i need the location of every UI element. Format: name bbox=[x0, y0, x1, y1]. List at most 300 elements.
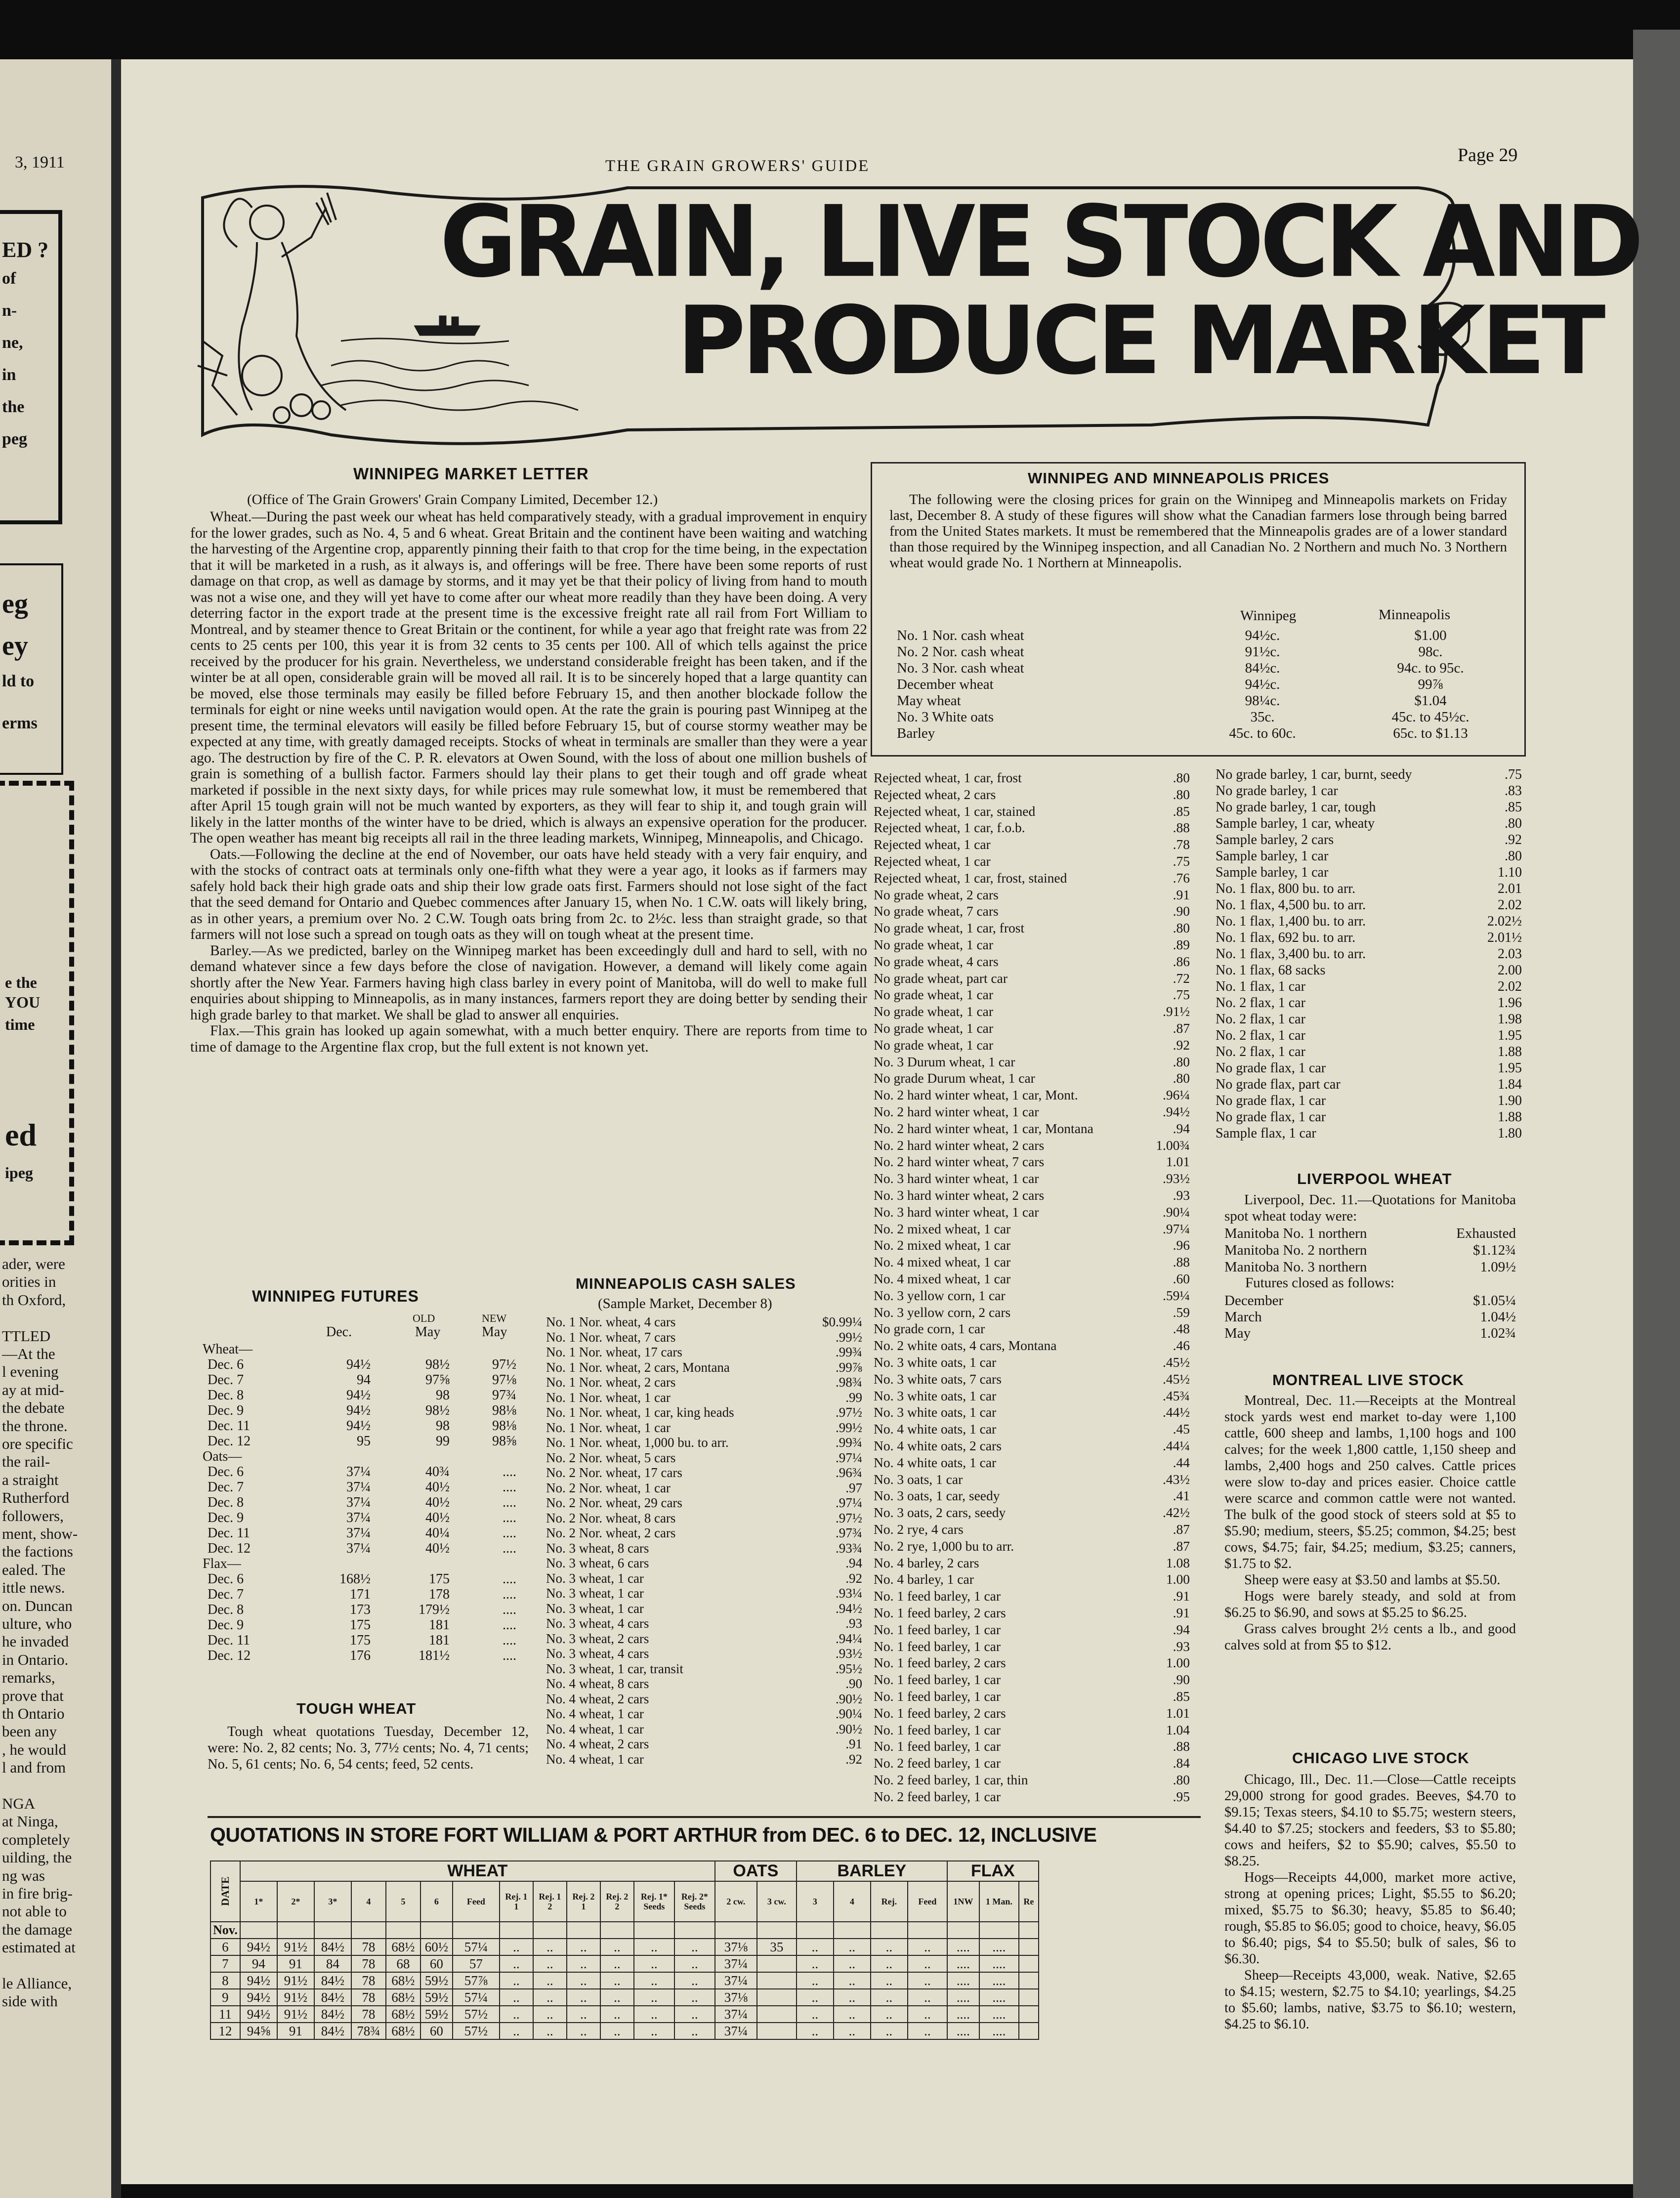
quotations-empty-cell bbox=[715, 1922, 757, 1939]
mid-sale-price: .42½ bbox=[1163, 1505, 1190, 1521]
futures-old-may: 178 bbox=[429, 1587, 450, 1602]
mpls-cash-item: No. 3 wheat, 8 cars bbox=[546, 1540, 649, 1556]
tough-wheat-title: TOUGH WHEAT bbox=[296, 1700, 417, 1717]
quotations-value: 37⅛ bbox=[715, 1939, 757, 1955]
right-sale-price: 1.88 bbox=[1498, 1109, 1522, 1125]
mpls-cash-price: .96¾ bbox=[836, 1465, 862, 1480]
quotations-value: 91 bbox=[277, 2023, 314, 2039]
quotations-value: .. bbox=[567, 2006, 600, 2023]
prev-col-line: the factions bbox=[2, 1543, 73, 1561]
mid-sale-price: .45½ bbox=[1163, 1354, 1190, 1370]
mid-sale-price: .48 bbox=[1173, 1321, 1190, 1337]
quotations-empty-cell bbox=[947, 1922, 979, 1939]
mid-sale-price: .87 bbox=[1173, 1538, 1190, 1554]
quotations-value: 94½ bbox=[240, 1939, 277, 1955]
liverpool-spot-item: Manitoba No. 2 northern bbox=[1224, 1242, 1367, 1258]
middle-sales-list bbox=[874, 770, 1190, 1808]
quotations-value: .. bbox=[797, 1989, 834, 2006]
right-sale-item: No grade barley, 1 car, burnt, seedy bbox=[1216, 767, 1412, 782]
quotations-empty-cell bbox=[420, 1922, 453, 1939]
prev-col-line: side with bbox=[2, 1992, 58, 2010]
quotations-value: 59½ bbox=[420, 2006, 453, 2023]
liverpool-intro: Liverpool, Dec. 11.—Quotations for Manitoba spot wheat today were: bbox=[1224, 1192, 1516, 1224]
quotations-col-header: 3 cw. bbox=[757, 1881, 797, 1922]
mpls-cash-item: No. 4 wheat, 2 cars bbox=[546, 1736, 649, 1751]
futures-new-may: 98⅛ bbox=[492, 1403, 516, 1418]
futures-date: Dec. 9 bbox=[208, 1403, 244, 1418]
mid-sale-price: .95 bbox=[1173, 1788, 1190, 1804]
mid-sale-item: No. 3 oats, 2 cars, seedy bbox=[874, 1505, 1006, 1521]
mid-sale-price: .88 bbox=[1173, 1738, 1190, 1754]
mid-sale-price: .59 bbox=[1173, 1304, 1190, 1320]
futures-dec: 176 bbox=[350, 1648, 371, 1663]
quotations-col-header: 3 bbox=[797, 1881, 834, 1922]
mid-sale-price: .80 bbox=[1173, 920, 1190, 936]
waves-illustration bbox=[321, 338, 578, 410]
mid-sale-item: No. 3 hard winter wheat, 1 car bbox=[874, 1204, 1039, 1220]
quotations-empty-cell bbox=[871, 1922, 908, 1939]
mpls-cash-item: No. 1 Nor. wheat, 2 cars bbox=[546, 1375, 676, 1390]
quotations-group-header bbox=[210, 1861, 1039, 1881]
right-sale-item: No. 1 flax, 1 car bbox=[1216, 979, 1305, 994]
mid-sale-price: .80 bbox=[1173, 786, 1190, 802]
prev-ad1-line: in bbox=[2, 366, 16, 384]
prev-col-line: ader, were bbox=[2, 1255, 65, 1272]
montreal-para-1: Montreal, Dec. 11.—Receipts at the Montreal stock yards west end market to-day were 1,100 cattle, 600 sheep and lambs, 1,100 hogs and 100 calves; for the week 1,800 cattle, 1,150 sheep and lambs, 2,400 hogs and 250 calves. Cattle prices were slow to-day and prices easier. Choice cattle were scarce and common cattle were not wanted. The bulk of the good stock of steers sold at $5 to $5.90; medium, steers, $5.25; common, $4.25; best cows, $4.75; fair, $4.25; medium, $3.25; canners, $1.75 to $2. bbox=[1224, 1393, 1516, 1571]
quotations-row bbox=[210, 1989, 1039, 2006]
right-sale-price: .75 bbox=[1505, 767, 1522, 782]
right-sale-item: No. 2 flax, 1 car bbox=[1216, 995, 1305, 1011]
quotations-value: 78¾ bbox=[351, 2023, 386, 2039]
quotations-value: 78 bbox=[351, 2006, 386, 2023]
mid-sale-price: .91 bbox=[1173, 1605, 1190, 1620]
mpls-cash-item: No. 3 wheat, 1 car, transit bbox=[546, 1661, 683, 1676]
mid-sale-item: No. 2 white oats, 4 cars, Montana bbox=[874, 1338, 1057, 1353]
mpls-cash-price: .99½ bbox=[836, 1420, 862, 1435]
right-sale-price: .80 bbox=[1505, 816, 1522, 831]
liverpool-futures-label: Futures closed as follows: bbox=[1245, 1275, 1395, 1291]
market-letter-body bbox=[190, 509, 867, 1270]
quotations-value: .. bbox=[600, 1989, 634, 2006]
right-sale-item: No. 1 flax, 692 bu. to arr. bbox=[1216, 930, 1356, 945]
quotations-value: .. bbox=[500, 1939, 533, 1955]
right-sale-price: 2.02 bbox=[1498, 979, 1522, 994]
quotations-col-header: Rej. 1* Seeds bbox=[634, 1881, 674, 1922]
quotations-row bbox=[210, 1972, 1039, 1989]
prev-ad1-line: ne, bbox=[2, 334, 23, 352]
market-letter-oats: Oats.—Following the decline at the end of November, our oats have held steady with a very fair enquiry, and with the stocks of contract oats at terminals only one-fifth what they were a year ago, it looks as if farmers may safely hold back their high grade oats and ship their low grade oats first. Farmers should not lose sight of the fact that the seed demand for Ontario and Quebec commences after January 15, when No. 1 C.W. oats will likely bring, as in other years, a premium over No. 2 C.W. Tough oats bring from 2c. to 2½c. less than straight grade, so that farmers will not lose such a spread on tough oats as they will on tough wheat at the present time. bbox=[190, 846, 867, 942]
tough-wheat-body bbox=[208, 1724, 529, 1773]
futures-head-may-old: May bbox=[415, 1324, 441, 1340]
quotations-value bbox=[1019, 1939, 1039, 1955]
mpls-cash-item: No. 3 wheat, 4 cars bbox=[546, 1616, 649, 1631]
mid-sale-item: Rejected wheat, 1 car bbox=[874, 853, 991, 869]
right-sale-item: Sample barley, 1 car bbox=[1216, 865, 1329, 880]
mid-sale-item: No grade wheat, 1 car bbox=[874, 987, 994, 1003]
quotations-value: .... bbox=[979, 2023, 1019, 2039]
prev-col-line: the debate bbox=[2, 1399, 65, 1417]
mid-sale-price: .90¼ bbox=[1163, 1204, 1190, 1220]
futures-new-may: .... bbox=[503, 1541, 516, 1556]
quotations-value: 57½ bbox=[453, 2023, 500, 2039]
prev-col-line: ore specific bbox=[2, 1435, 73, 1452]
quotations-row bbox=[210, 1955, 1039, 1972]
futures-old-may: 40½ bbox=[425, 1495, 450, 1510]
quotations-value: .. bbox=[500, 1972, 533, 1989]
futures-old-may: 40¾ bbox=[425, 1464, 450, 1479]
mid-sale-price: 1.00 bbox=[1166, 1571, 1190, 1587]
quotations-value: .... bbox=[979, 2006, 1019, 2023]
liverpool-spot-price: Exhausted bbox=[1456, 1226, 1516, 1241]
futures-dec: 171 bbox=[350, 1587, 371, 1602]
futures-dec: 175 bbox=[350, 1617, 371, 1633]
quotations-value: .. bbox=[834, 1939, 871, 1955]
prev-col-line: ittle news. bbox=[2, 1579, 65, 1597]
futures-date: Dec. 8 bbox=[208, 1602, 244, 1617]
futures-date: Dec. 7 bbox=[208, 1479, 244, 1495]
futures-new-may: .... bbox=[503, 1479, 516, 1495]
mpls-cash-price: .99½ bbox=[836, 1329, 862, 1345]
futures-date: Dec. 12 bbox=[208, 1648, 251, 1663]
wm-col-minneapolis: Minneapolis bbox=[1379, 607, 1450, 623]
quotations-value: 94⅝ bbox=[240, 2023, 277, 2039]
wm-minneapolis-price: 99⅞ bbox=[1418, 676, 1443, 692]
prev-col-line: been any bbox=[2, 1723, 57, 1740]
futures-dec: 168½ bbox=[339, 1571, 371, 1587]
quotations-value: 91½ bbox=[277, 1972, 314, 1989]
quotations-value: .. bbox=[834, 1972, 871, 1989]
montreal-para-4: Grass calves brought 2½ cents a lb., and good calves sold at from $5 to $12. bbox=[1224, 1621, 1516, 1653]
mpls-cash-item: No. 2 Nor. wheat, 8 cars bbox=[546, 1510, 676, 1525]
quotations-col-header: Rej. 1 2 bbox=[533, 1881, 567, 1922]
right-sale-item: No. 1 flax, 800 bu. to arr. bbox=[1216, 881, 1356, 896]
montreal-para-3: Hogs were barely steady, and sold at from $6.25 to $6.90, and sows at $5.25 to $6.25. bbox=[1224, 1589, 1516, 1620]
mid-sale-price: .89 bbox=[1173, 937, 1190, 952]
futures-date: Dec. 8 bbox=[208, 1495, 244, 1510]
quotations-value: .. bbox=[674, 2023, 715, 2039]
quotations-value: .. bbox=[600, 1972, 634, 1989]
wm-prices-intro-text: The following were the closing prices for grain on the Winnipeg and Minneapolis markets on Friday last, December 8. A study of these figures will show what the Canadian farmers lose through being barred from the United States markets. It must be remembered that the Minneapolis grades are of a lower standard than those required by the Winnipeg inspection, and all Canadian No. 2 Northern and much No. 3 Northern wheat would grade No. 1 Northern at Minneapolis. bbox=[889, 492, 1507, 571]
mid-sale-price: 1.01 bbox=[1166, 1154, 1190, 1170]
mid-sale-item: No. 2 feed barley, 1 car bbox=[874, 1788, 1001, 1804]
quotations-col-header: 2 cw. bbox=[715, 1881, 757, 1922]
futures-old-may: 181 bbox=[429, 1633, 450, 1648]
prev-col-line: le Alliance, bbox=[2, 1975, 72, 1992]
mid-sale-item: No. 2 feed barley, 1 car, thin bbox=[874, 1772, 1028, 1787]
wm-grain: December wheat bbox=[897, 676, 994, 692]
quotations-empty-cell bbox=[533, 1922, 567, 1939]
quotations-value: 68 bbox=[386, 1955, 420, 1972]
mid-sale-item: No. 1 feed barley, 1 car bbox=[874, 1689, 1001, 1704]
prev-col-line: he invaded bbox=[2, 1633, 69, 1650]
futures-old-may: 181½ bbox=[419, 1648, 450, 1663]
futures-dec: 37¼ bbox=[346, 1464, 371, 1479]
wm-prices-rows bbox=[897, 628, 1505, 746]
mid-sale-item: No grade wheat, 2 cars bbox=[874, 887, 999, 902]
mid-sale-price: .88 bbox=[1173, 1254, 1190, 1270]
mid-sale-item: No grade wheat, 1 car, frost bbox=[874, 920, 1025, 936]
mid-sale-price: .78 bbox=[1173, 837, 1190, 852]
quotations-value: 94½ bbox=[240, 1972, 277, 1989]
quotations-empty-cell bbox=[908, 1922, 947, 1939]
montreal-para-2: Sheep were easy at $3.50 and lambs at $5.50. bbox=[1244, 1572, 1501, 1588]
quotations-value: .. bbox=[797, 1972, 834, 1989]
mpls-cash-item: No. 1 Nor. wheat, 2 cars, Montana bbox=[546, 1359, 730, 1375]
quotations-value: .. bbox=[674, 1955, 715, 1972]
mpls-cash-price: .99 bbox=[845, 1390, 862, 1405]
prev-ad3-line: time bbox=[5, 1015, 35, 1033]
quotations-value: 57⅞ bbox=[453, 1972, 500, 1989]
quotations-value: 91½ bbox=[277, 1989, 314, 2006]
market-letter-wheat: Wheat.—During the past week our wheat has held comparatively steady, with a gradual improvement in enquiry for the lower grades, such as No. 4, 5 and 6 wheat. Great Britain and the continent have been waiting and watching the harvesting of the Argentine crop, apparently pinning their faith to that crop for the time being, in the expectation that it will be marketed in a rush, as it always is, and offerings will be free. There have been some reports of rust damage on that crop, as well as damage by storms, and it may yet be that their policy of living from hand to mouth was not a wise one, and they will yet have to come after our wheat more readily than they have been doing. A very deterring factor in the export trade at the present time is the excessive freight rate all rail from Fort William to Montreal, and by steamer thence to Great Britain or the continent, for while a year ago that freight rate was from 22 cents to 25 cents per 100, this year it is from 32 cents to 35 cents per 100. All of which tells against the price received by the producer for his grain. Nevertheless, we understand considerable freight has been taken, and if the winter be at all open, considerable grain will be moved all rail. It is to be sincerely hoped that a large quantity can be moved, else those terminals may easily be filled before February 15, and then another blockade follow the terminals for eight or nine weeks until navigation would open. At the rate the grain is pouring past Winnipeg at the present time, the terminal elevators will easily be filled before February 15, but of course stormy weather may be expected at any time, with greatly damaged receipts. Stocks of wheat in terminals are smaller than they were a year ago. The destruction by fire of the C. P. R. elevators at Owen Sound, with the loss of about one million bushels of grain is something of a bullish factor. Farmers should lay their plans to get their tough and off grade wheat marketed if possible in the next sixty days, for while prices may rule somewhat low, it must be remembered that after April 15 tough grain will not be much wanted by exporters, as they will fear to ship it, and tough grain will likely in the latter months of the winter have to be dried, which is always an expensive operation for the producer. The open weather has meant big receipts all rail in the three leading markets, Winnipeg, Minneapolis, and Chicago. bbox=[190, 509, 867, 846]
right-sale-price: 1.90 bbox=[1498, 1093, 1522, 1108]
quotations-value: 78 bbox=[351, 1955, 386, 1972]
quotations-value: 84½ bbox=[314, 1939, 351, 1955]
mpls-cash-item: No. 1 Nor. wheat, 1 car bbox=[546, 1420, 671, 1435]
quotations-value: 57¼ bbox=[453, 1939, 500, 1955]
mpls-cash-item: No. 3 wheat, 6 cars bbox=[546, 1556, 649, 1570]
quotations-value: 37¼ bbox=[715, 1955, 757, 1972]
mpls-cash-item: No. 1 Nor. wheat, 1,000 bu. to arr. bbox=[546, 1435, 729, 1450]
mid-sale-price: .80 bbox=[1173, 1070, 1190, 1086]
mid-sale-price: .46 bbox=[1173, 1338, 1190, 1353]
quotations-value: .. bbox=[908, 1972, 947, 1989]
quotations-date: 8 bbox=[210, 1972, 240, 1989]
mid-sale-item: No. 3 Durum wheat, 1 car bbox=[874, 1054, 1015, 1069]
mid-sale-item: No. 4 mixed wheat, 1 car bbox=[874, 1254, 1011, 1270]
quotations-value: 37¼ bbox=[715, 1972, 757, 1989]
quotations-empty-cell bbox=[500, 1922, 533, 1939]
prev-col-line: in fire brig- bbox=[2, 1885, 73, 1902]
mpls-cash-item: No. 2 Nor. wheat, 17 cars bbox=[546, 1465, 682, 1480]
mpls-cash-item: No. 1 Nor. wheat, 17 cars bbox=[546, 1345, 682, 1359]
quotations-col-header: 2* bbox=[277, 1881, 314, 1922]
quotations-value: .. bbox=[500, 1989, 533, 2006]
market-letter-flax: Flax.—This grain has looked up again somewhat, with a much better enquiry. There are reports from time to time of damage to the Argentine flax crop, but the full extent is not known yet. bbox=[190, 1023, 867, 1055]
futures-date: Dec. 7 bbox=[208, 1372, 244, 1388]
mpls-cash-price: .93½ bbox=[836, 1646, 862, 1661]
mid-sale-price: .91½ bbox=[1163, 1004, 1190, 1019]
futures-new-may: 97¾ bbox=[492, 1388, 516, 1403]
montreal-title: MONTREAL LIVE STOCK bbox=[1272, 1371, 1465, 1389]
quotations-value: .. bbox=[797, 1939, 834, 1955]
quotations-date: 6 bbox=[210, 1939, 240, 1955]
quotations-value: .. bbox=[567, 1972, 600, 1989]
quotations-empty-cell bbox=[567, 1922, 600, 1939]
liverpool-spot-list bbox=[1224, 1226, 1516, 1280]
mid-sale-price: .93 bbox=[1173, 1187, 1190, 1203]
quotations-value: 91 bbox=[277, 1955, 314, 1972]
mid-sale-item: No grade wheat, 4 cars bbox=[874, 953, 999, 969]
futures-dec: 37¼ bbox=[346, 1541, 371, 1556]
mid-sale-item: No. 2 mixed wheat, 1 car bbox=[874, 1221, 1011, 1236]
liverpool-future-item: March bbox=[1224, 1309, 1262, 1325]
mid-sale-item: No. 2 hard winter wheat, 2 cars bbox=[874, 1137, 1045, 1153]
quotations-value: .. bbox=[567, 1939, 600, 1955]
quotations-value: 60 bbox=[420, 2023, 453, 2039]
quotations-col-header: 5 bbox=[386, 1881, 420, 1922]
liverpool-spot-item: Manitoba No. 3 northern bbox=[1224, 1259, 1367, 1275]
futures-new-may: .... bbox=[503, 1617, 516, 1633]
mid-sale-price: 1.00 bbox=[1166, 1655, 1190, 1671]
mid-sale-price: .80 bbox=[1173, 1772, 1190, 1787]
futures-date: Dec. 11 bbox=[208, 1633, 251, 1648]
chicago-para-3: Sheep—Receipts 43,000, weak. Native, $2.65 to $4.15; western, $2.75 to $4.10; yearlings, $4.25 to $5.60; lambs, native, $3.75 to $6.10; western, $4.25 to $6.10. bbox=[1224, 1968, 1516, 2032]
mid-sale-price: .87 bbox=[1173, 1522, 1190, 1537]
quotations-empty-cell bbox=[351, 1922, 386, 1939]
mid-sale-item: Rejected wheat, 1 car, frost bbox=[874, 770, 1022, 785]
mid-sale-item: No. 4 barley, 1 car bbox=[874, 1571, 974, 1587]
quotations-value: .... bbox=[947, 1955, 979, 1972]
mpls-cash-price: .99¾ bbox=[836, 1345, 862, 1359]
quotations-value bbox=[757, 2006, 797, 2023]
mid-sale-price: .94 bbox=[1173, 1621, 1190, 1637]
right-sale-price: 1.84 bbox=[1498, 1077, 1522, 1092]
mid-sale-item: No. 3 oats, 1 car bbox=[874, 1471, 963, 1487]
right-sale-item: No. 2 flax, 1 car bbox=[1216, 1044, 1305, 1059]
futures-group-label: Oats— bbox=[203, 1449, 242, 1464]
wm-minneapolis-price: 98c. bbox=[1418, 644, 1443, 660]
quotations-month-row bbox=[210, 1922, 1039, 1939]
futures-old-may: 179½ bbox=[419, 1602, 450, 1617]
futures-head-new: NEW bbox=[482, 1312, 507, 1324]
mpls-cash-price: .90½ bbox=[836, 1691, 862, 1706]
right-sale-item: Sample flax, 1 car bbox=[1216, 1126, 1316, 1141]
mpls-cash-price: .93¼ bbox=[836, 1586, 862, 1601]
mpls-cash-item: No. 3 wheat, 4 cars bbox=[546, 1646, 649, 1661]
wm-minneapolis-price: 45c. to 45½c. bbox=[1391, 709, 1470, 725]
mid-sale-item: No. 1 feed barley, 2 cars bbox=[874, 1655, 1006, 1671]
futures-new-may: .... bbox=[503, 1602, 516, 1617]
liverpool-future-item: December bbox=[1224, 1293, 1284, 1309]
mpls-cash-price: .97 bbox=[845, 1480, 862, 1495]
quotations-empty-cell bbox=[386, 1922, 420, 1939]
quotations-value: 60½ bbox=[420, 1939, 453, 1955]
wm-col-winnipeg: Winnipeg bbox=[1240, 608, 1297, 624]
quotations-value: 84½ bbox=[314, 2023, 351, 2039]
prev-col-line: on. Duncan bbox=[2, 1597, 73, 1614]
futures-old-may: 175 bbox=[429, 1571, 450, 1587]
quotations-empty-cell bbox=[277, 1922, 314, 1939]
mid-sale-price: .86 bbox=[1173, 953, 1190, 969]
wm-grain: No. 1 Nor. cash wheat bbox=[897, 628, 1024, 643]
wm-winnipeg-price: 94½c. bbox=[1245, 676, 1280, 692]
quotations-value: 84 bbox=[314, 1955, 351, 1972]
mid-sale-price: .90 bbox=[1173, 1672, 1190, 1688]
mpls-cash-price: .92 bbox=[845, 1751, 862, 1767]
right-sale-item: No grade flax, 1 car bbox=[1216, 1093, 1326, 1108]
mpls-cash-item: No. 2 Nor. wheat, 2 cars bbox=[546, 1525, 676, 1540]
quotations-value: .. bbox=[500, 2006, 533, 2023]
quotations-value: 78 bbox=[351, 1939, 386, 1955]
futures-date: Dec. 11 bbox=[208, 1525, 251, 1541]
wm-winnipeg-price: 35c. bbox=[1250, 709, 1275, 725]
quotations-col-header: 4 bbox=[351, 1881, 386, 1922]
quotations-value bbox=[757, 1972, 797, 1989]
quotations-row bbox=[210, 2006, 1039, 2023]
quotations-value: .. bbox=[533, 1939, 567, 1955]
quotations-value: .. bbox=[871, 2006, 908, 2023]
mid-sale-item: No. 2 hard winter wheat, 1 car, Montana bbox=[874, 1120, 1093, 1136]
quotations-value: .. bbox=[567, 2023, 600, 2039]
mid-sale-item: Rejected wheat, 1 car, f.o.b. bbox=[874, 820, 1025, 836]
futures-old-may: 40½ bbox=[425, 1541, 450, 1556]
mid-sale-item: No grade wheat, 1 car bbox=[874, 1037, 994, 1053]
quotations-value: .. bbox=[634, 2023, 674, 2039]
quotations-value: .. bbox=[567, 1955, 600, 1972]
futures-date: Dec. 8 bbox=[208, 1388, 244, 1403]
quotations-value: .. bbox=[871, 1972, 908, 1989]
prev-ad2-line: ey bbox=[2, 631, 28, 661]
liverpool-spot-price: 1.09½ bbox=[1480, 1259, 1516, 1275]
futures-old-may: 98 bbox=[436, 1388, 450, 1403]
quotations-value: .. bbox=[797, 1955, 834, 1972]
right-sale-item: No grade flax, 1 car bbox=[1216, 1060, 1326, 1076]
quotations-date: 7 bbox=[210, 1955, 240, 1972]
mid-sale-price: .45¾ bbox=[1163, 1388, 1190, 1403]
mid-sale-price: .60 bbox=[1173, 1271, 1190, 1286]
prev-col-line: the rail- bbox=[2, 1453, 50, 1471]
quotations-value: .. bbox=[871, 2023, 908, 2039]
mpls-cash-price: .92 bbox=[845, 1570, 862, 1586]
mpls-cash-item: No. 4 wheat, 2 cars bbox=[546, 1691, 649, 1706]
wm-winnipeg-price: 45c. to 60c. bbox=[1229, 725, 1296, 741]
wm-winnipeg-price: 94½c. bbox=[1245, 628, 1280, 643]
next-page-edge bbox=[1633, 30, 1680, 2198]
futures-dec: 94½ bbox=[346, 1403, 371, 1418]
liverpool-future-price: 1.02¾ bbox=[1480, 1325, 1516, 1341]
mid-sale-item: No grade wheat, 1 car bbox=[874, 1004, 994, 1019]
mid-sale-price: .44 bbox=[1173, 1454, 1190, 1470]
mpls-cash-item: No. 2 Nor. wheat, 1 car bbox=[546, 1480, 671, 1495]
quotations-title: QUOTATIONS IN STORE FORT WILLIAM & PORT ARTHUR from DEC. 6 to DEC. 12, INCLUSIVE bbox=[210, 1823, 1097, 1846]
quotations-col-header: Rej. 1 1 bbox=[500, 1881, 533, 1922]
mpls-cash-price: .90 bbox=[845, 1676, 862, 1691]
wm-grain: Barley bbox=[897, 725, 935, 741]
quotations-value: 94 bbox=[240, 1955, 277, 1972]
quotations-value bbox=[1019, 1955, 1039, 1972]
right-sale-item: No. 2 flax, 1 car bbox=[1216, 1028, 1305, 1043]
wm-winnipeg-price: 98¼c. bbox=[1245, 693, 1280, 709]
quotations-value: .. bbox=[674, 1972, 715, 1989]
futures-new-may: .... bbox=[503, 1510, 516, 1525]
mid-sale-item: No grade wheat, 7 cars bbox=[874, 903, 999, 919]
mpls-cash-price: .97¼ bbox=[836, 1450, 862, 1465]
prev-col-line: l evening bbox=[2, 1363, 59, 1381]
futures-old-may: 40¼ bbox=[425, 1525, 450, 1541]
mpls-cash-price: .91 bbox=[845, 1736, 862, 1751]
prev-col-line: followers, bbox=[2, 1507, 64, 1524]
quotations-value bbox=[757, 1989, 797, 2006]
futures-new-may: .... bbox=[503, 1525, 516, 1541]
futures-new-may: .... bbox=[503, 1495, 516, 1510]
right-sale-price: .80 bbox=[1505, 848, 1522, 864]
mpls-cash-item: No. 2 Nor. wheat, 5 cars bbox=[546, 1450, 676, 1465]
prev-ad1-line: n- bbox=[2, 301, 17, 320]
mpls-cash-price: .90½ bbox=[836, 1721, 862, 1736]
futures-dec: 94 bbox=[357, 1372, 371, 1388]
mid-sale-price: 1.01 bbox=[1166, 1705, 1190, 1721]
mpls-cash-price: .94¼ bbox=[836, 1631, 862, 1646]
quotations-col-header: Re bbox=[1019, 1881, 1039, 1922]
futures-date: Dec. 12 bbox=[208, 1434, 251, 1449]
mid-sale-price: .84 bbox=[1173, 1755, 1190, 1771]
futures-old-may: 40½ bbox=[425, 1510, 450, 1525]
prev-col-line: l and from bbox=[2, 1759, 66, 1776]
market-letter-office: (Office of The Grain Growers' Grain Company Limited, December 12.) bbox=[247, 492, 658, 507]
quotations-value: .... bbox=[979, 1939, 1019, 1955]
mpls-cash-item: No. 3 wheat, 1 car bbox=[546, 1586, 644, 1601]
